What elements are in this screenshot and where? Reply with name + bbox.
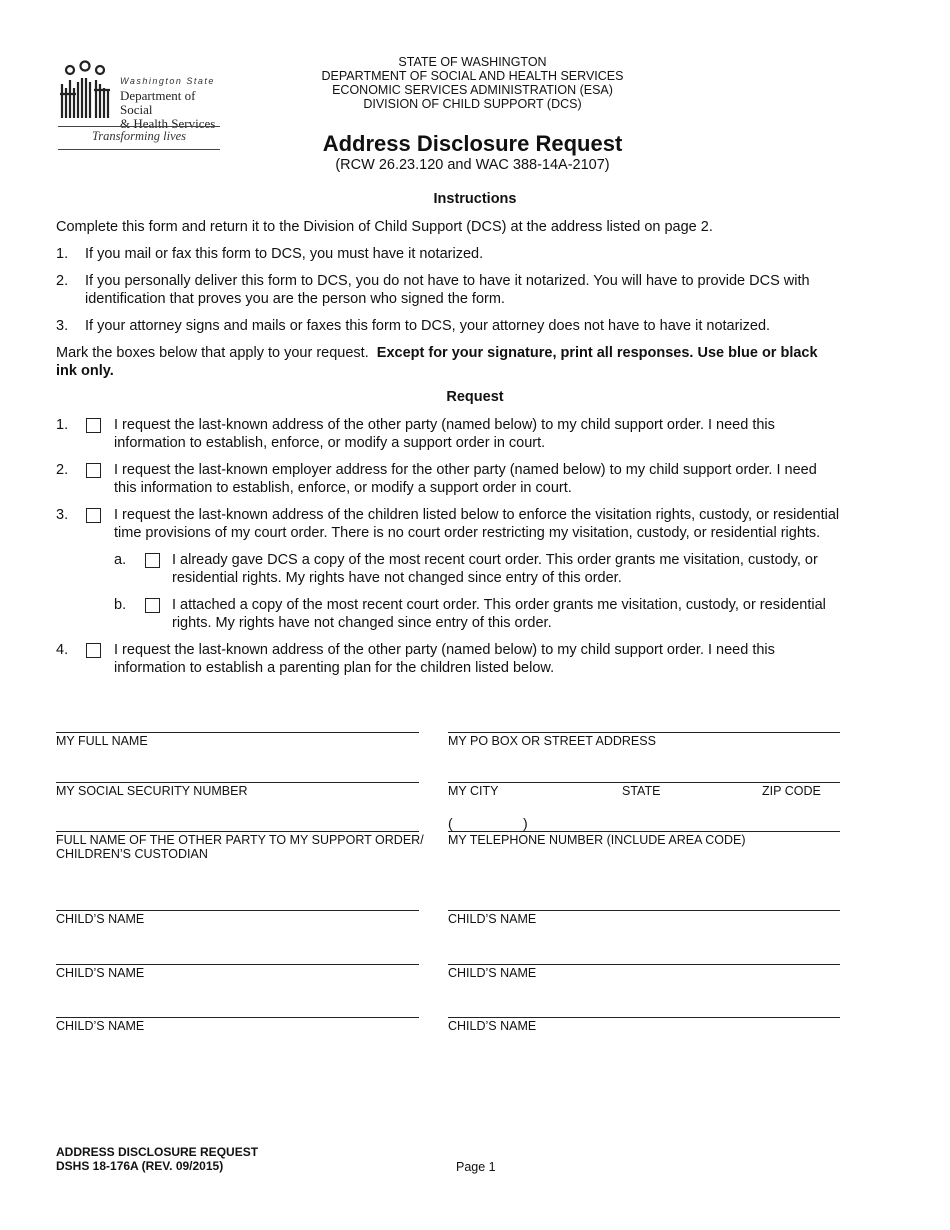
street-address-field[interactable] [448, 732, 840, 733]
instruction-text: If your attorney signs and mails or faxes this form to DCS, your attorney does not have to have it notarized. [85, 318, 771, 334]
logo-dept-line1: Department of Social [120, 88, 196, 117]
mark-note-bold: ink only. [56, 363, 114, 379]
instructions-intro: Complete this form and return it to the Division of Child Support (DCS) at the address listed on page 2. [56, 219, 713, 235]
request-text: I request the last-known address of the other party (named below) to my child support order. I need this [114, 417, 775, 433]
request-number: 3. [56, 507, 69, 523]
other-party-label [56, 833, 424, 861]
instruction-text: If you personally deliver this form to DCS, you do not have to have it notarized. You will have to provide DCS with [85, 273, 810, 289]
child-name-field[interactable] [448, 910, 840, 911]
instruction-number: 2. [56, 273, 69, 289]
request-item [56, 416, 896, 454]
child-name-label: CHILD’S NAME [448, 966, 537, 980]
logo-rule-top [58, 126, 220, 127]
form-subtitle: (RCW 26.23.120 and WAC 388-14A-2107) [335, 157, 610, 173]
area-code-open-paren: ( [448, 815, 453, 831]
logo-dept-line2: & Health Services [120, 116, 216, 131]
subitem-letter: b. [114, 597, 127, 613]
request-text: I request the last-known address of the children listed below to enforce the visitation rights, custody, or residential [114, 507, 840, 523]
instruction-number: 1. [56, 246, 69, 262]
request-text: information to establish, enforce, or modify a support order in court. [114, 435, 546, 451]
zip-label: ZIP CODE [762, 784, 821, 798]
request-number: 1. [56, 417, 69, 433]
street-address-label: MY PO BOX OR STREET ADDRESS [448, 734, 656, 748]
header-line: DIVISION OF CHILD SUPPORT (DCS) [363, 97, 582, 111]
subitem-text: I attached a copy of the most recent court order. This order grants me visitation, custody, or residential [172, 597, 826, 613]
request-2-checkbox[interactable] [86, 463, 101, 478]
header-line: ECONOMIC SERVICES ADMINISTRATION (ESA) [332, 83, 613, 97]
logo-rule-bottom [58, 149, 220, 150]
child-name-field[interactable] [56, 1017, 419, 1018]
ssn-label: MY SOCIAL SECURITY NUMBER [56, 784, 248, 798]
city-label: MY CITY [448, 784, 499, 798]
logo-state-text: Washington State [120, 76, 215, 86]
child-name-label: CHILD’S NAME [56, 912, 145, 926]
subitem-letter: a. [114, 552, 127, 568]
request-text: I request the last-known address of the other party (named below) to my child support order. I need this [114, 642, 775, 658]
request-item [56, 506, 896, 544]
full-name-field[interactable] [56, 732, 419, 733]
city-state-zip-field[interactable] [448, 782, 840, 783]
footer-form-title: ADDRESS DISCLOSURE REQUEST [56, 1145, 259, 1159]
instructions-heading: Instructions [433, 191, 517, 207]
subitem-text: rights. My rights have not changed since entry of this order. [172, 615, 552, 631]
telephone-label: MY TELEPHONE NUMBER (INCLUDE AREA CODE) [448, 833, 746, 847]
request-3a-checkbox[interactable] [145, 553, 160, 568]
form-title: Address Disclosure Request [322, 131, 623, 156]
ssn-field[interactable] [56, 782, 419, 783]
request-4-checkbox[interactable] [86, 643, 101, 658]
subitem-text: residential rights. My rights have not changed since entry of this order. [172, 570, 622, 586]
area-code-close-paren: ) [523, 815, 528, 831]
instruction-number: 3. [56, 318, 69, 334]
mark-note-bold: Except for your signature, print all responses. Use blue or black [376, 345, 818, 361]
telephone-field[interactable] [448, 831, 840, 832]
logo-tagline: Transforming lives [91, 129, 187, 143]
request-number: 2. [56, 462, 69, 478]
request-3b-checkbox[interactable] [145, 598, 160, 613]
child-name-field[interactable] [448, 964, 840, 965]
request-text: I request the last-known employer address for the other party (named below) to my child support order. I need [114, 462, 817, 478]
agency-header [300, 55, 645, 111]
dshs-logo [56, 60, 222, 152]
other-party-label-line: FULL NAME OF THE OTHER PARTY TO MY SUPPORT ORDER/ [56, 833, 424, 847]
logo-dept-text [120, 89, 222, 131]
other-party-field[interactable] [56, 831, 419, 832]
child-name-label: CHILD’S NAME [56, 966, 145, 980]
instruction-item [56, 317, 896, 337]
request-number: 4. [56, 642, 69, 658]
request-1-checkbox[interactable] [86, 418, 101, 433]
full-name-label: MY FULL NAME [56, 734, 148, 748]
state-label: STATE [622, 784, 661, 798]
mark-note-plain: Mark the boxes below that apply to your request. [56, 345, 369, 361]
subitem-text: I already gave DCS a copy of the most recent court order. This order grants me visitation, custody, or [172, 552, 818, 568]
request-item [56, 641, 896, 679]
footer-form-number: DSHS 18-176A (REV. 09/2015) [56, 1159, 224, 1173]
instruction-text: identification that proves you are the person who signed the form. [85, 291, 505, 307]
request-subitem [114, 596, 894, 634]
request-heading: Request [446, 389, 504, 405]
instruction-text: If you mail or fax this form to DCS, you must have it notarized. [85, 246, 484, 262]
header-line: DEPARTMENT OF SOCIAL AND HEALTH SERVICES [321, 69, 624, 83]
request-3-checkbox[interactable] [86, 508, 101, 523]
dshs-family-icon [56, 60, 118, 122]
request-subitem [114, 551, 894, 589]
other-party-label-line: CHILDREN’S CUSTODIAN [56, 847, 208, 861]
request-text: time provisions of my court order. There is no court order restricting my visitation, custody, or residential rights. [114, 525, 821, 541]
page-number: Page 1 [456, 1160, 496, 1174]
child-name-field[interactable] [448, 1017, 840, 1018]
mark-boxes-note [56, 344, 896, 380]
child-name-field[interactable] [56, 964, 419, 965]
request-text: this information to establish, enforce, or modify a support order in court. [114, 480, 572, 496]
child-name-label: CHILD’S NAME [56, 1019, 145, 1033]
child-name-field[interactable] [56, 910, 419, 911]
request-text: information to establish a parenting plan for the children listed below. [114, 660, 555, 676]
child-name-label: CHILD’S NAME [448, 1019, 537, 1033]
header-line: STATE OF WASHINGTON [398, 55, 547, 69]
instruction-item [56, 245, 896, 265]
child-name-label: CHILD’S NAME [448, 912, 537, 926]
request-item [56, 461, 896, 499]
instruction-item [56, 272, 896, 310]
